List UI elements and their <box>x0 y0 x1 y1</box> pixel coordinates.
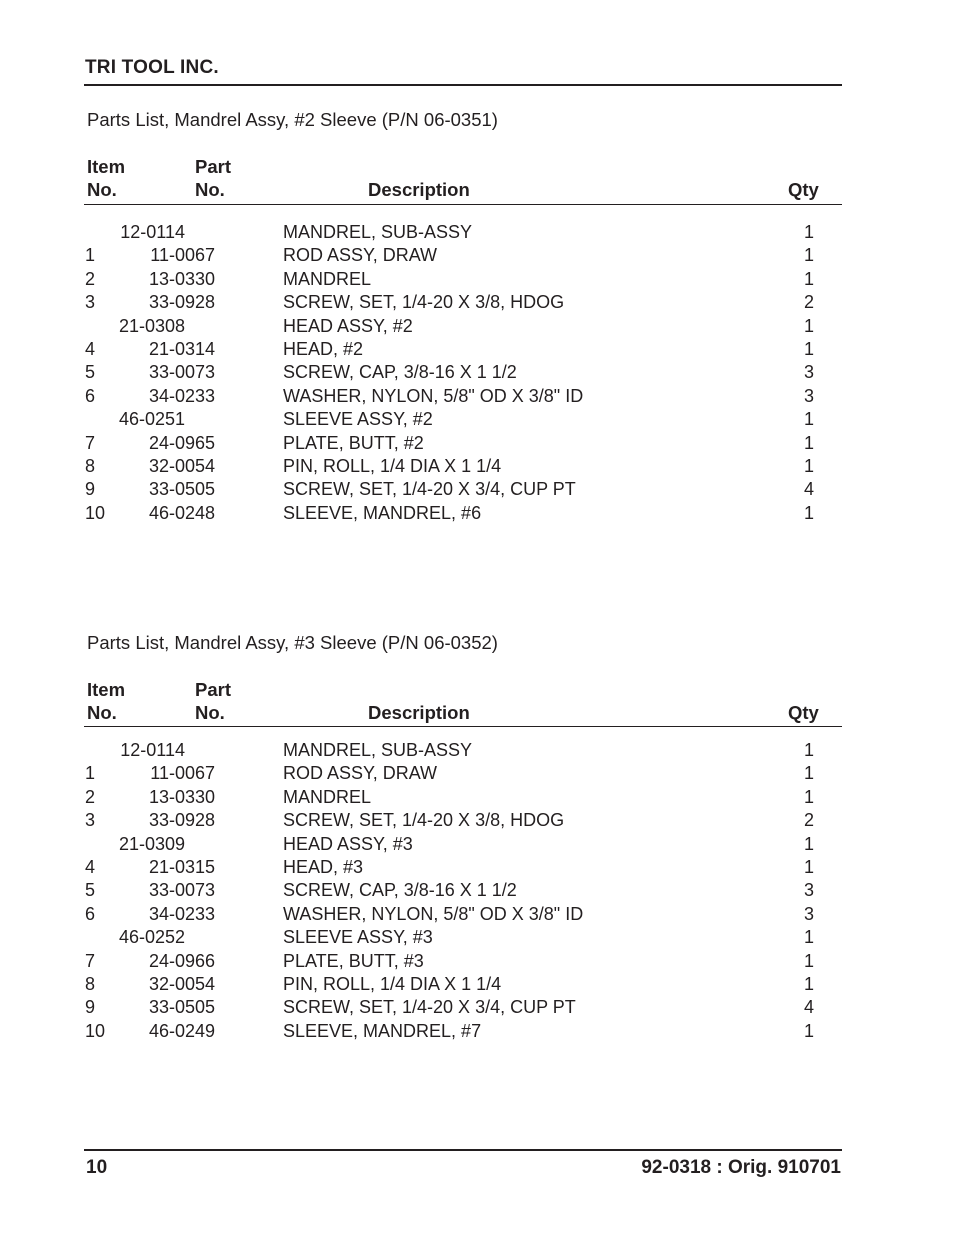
table-row <box>0 315 954 338</box>
quantity: 2 <box>803 810 814 831</box>
table-row <box>0 903 954 926</box>
item-number: 3 <box>85 292 96 313</box>
col-header-qty: Qty <box>788 702 819 723</box>
section-title: Parts List, Mandrel Assy, #3 Sleeve (P/N 06-0352) <box>87 632 498 653</box>
description: SCREW, SET, 1/4-20 X 3/4, CUP PT <box>283 997 576 1018</box>
col-header-part-line2: No. <box>195 179 225 200</box>
quantity: 1 <box>803 973 814 994</box>
table-row <box>0 739 954 762</box>
table-row <box>0 408 954 431</box>
table-row <box>0 291 954 314</box>
description: SCREW, SET, 1/4-20 X 3/8, HDOG <box>283 292 565 313</box>
table-row <box>0 996 954 1019</box>
quantity: 1 <box>803 455 814 476</box>
col-header-item-line2: No. <box>87 702 117 723</box>
description: SLEEVE ASSY, #3 <box>283 927 433 948</box>
quantity: 1 <box>803 786 814 807</box>
quantity: 3 <box>803 880 814 901</box>
col-header-description: Description <box>368 179 470 200</box>
item-number: 6 <box>85 385 96 406</box>
document-id: 92-0318 : Orig. 910701 <box>641 1157 841 1178</box>
description: ROD ASSY, DRAW <box>283 245 438 266</box>
table-row <box>0 455 954 478</box>
item-number: 3 <box>85 810 96 831</box>
quantity: 1 <box>803 1020 814 1041</box>
table-row <box>0 268 954 291</box>
quantity: 3 <box>803 385 814 406</box>
quantity: 1 <box>803 245 814 266</box>
parts-table-body <box>0 739 954 1043</box>
description: SCREW, SET, 1/4-20 X 3/4, CUP PT <box>283 479 576 500</box>
table-row <box>0 221 954 244</box>
item-number: 9 <box>85 997 96 1018</box>
part-number: 33-0073 <box>148 362 215 383</box>
col-header-item-line2: No. <box>87 179 117 200</box>
part-number: 46-0248 <box>148 502 215 523</box>
table-row <box>0 973 954 996</box>
quantity: 1 <box>803 763 814 784</box>
part-number: 33-0928 <box>148 810 215 831</box>
quantity: 1 <box>803 927 814 948</box>
item-number: 5 <box>85 362 96 383</box>
description: PLATE, BUTT, #3 <box>283 950 424 971</box>
part-number: 24-0966 <box>148 950 215 971</box>
quantity: 1 <box>803 315 814 336</box>
description: WASHER, NYLON, 5/8" OD X 3/8" ID <box>283 385 584 406</box>
quantity: 3 <box>803 362 814 383</box>
item-number: 9 <box>85 479 96 500</box>
description: MANDREL <box>283 786 372 807</box>
part-number: 21-0309 <box>118 833 185 854</box>
company-name: TRI TOOL INC. <box>85 57 219 78</box>
item-number: 2 <box>85 268 96 289</box>
section-title: Parts List, Mandrel Assy, #2 Sleeve (P/N 06-0351) <box>87 109 498 130</box>
col-header-part-line1: Part <box>195 156 231 177</box>
description: SLEEVE, MANDREL, #7 <box>283 1020 482 1041</box>
part-number: 32-0054 <box>148 973 215 994</box>
col-header-part-line1: Part <box>195 679 231 700</box>
footer-rule <box>84 1149 842 1151</box>
quantity: 1 <box>803 222 814 242</box>
col-header-qty: Qty <box>788 179 819 200</box>
item-number: 1 <box>85 245 96 266</box>
description: PIN, ROLL, 1/4 DIA X 1 1/4 <box>283 455 502 476</box>
description: MANDREL <box>283 268 372 289</box>
description: HEAD ASSY, #3 <box>283 833 413 854</box>
quantity: 4 <box>803 997 814 1018</box>
quantity: 1 <box>803 338 814 359</box>
quantity: 1 <box>803 856 814 877</box>
description: SLEEVE, MANDREL, #6 <box>283 502 482 523</box>
table-row <box>0 879 954 902</box>
item-number: 2 <box>85 786 96 807</box>
col-header-item-line1: Item <box>87 156 126 177</box>
part-number: 11-0067 <box>150 245 215 266</box>
description: SCREW, CAP, 3/8-16 X 1 1/2 <box>283 362 517 383</box>
description: PLATE, BUTT, #2 <box>283 432 424 453</box>
header-rule <box>84 84 842 86</box>
quantity: 1 <box>803 432 814 453</box>
col-header-item-line1: Item <box>87 679 126 700</box>
description: SCREW, CAP, 3/8-16 X 1 1/2 <box>283 880 517 901</box>
description: SLEEVE ASSY, #2 <box>283 409 433 430</box>
quantity: 1 <box>803 409 814 430</box>
quantity: 1 <box>803 950 814 971</box>
item-number: 4 <box>85 856 96 877</box>
part-number: 34-0233 <box>148 385 215 406</box>
item-number: 5 <box>85 880 96 901</box>
quantity: 1 <box>803 740 814 760</box>
page-number: 10 <box>86 1157 108 1178</box>
part-number: 11-0067 <box>150 763 215 784</box>
part-number: 21-0308 <box>118 315 185 336</box>
item-number: 1 <box>85 763 96 784</box>
part-number: 13-0330 <box>148 268 215 289</box>
part-number: 24-0965 <box>148 432 215 453</box>
quantity: 1 <box>803 268 814 289</box>
part-number: 46-0249 <box>148 1020 215 1041</box>
part-number: 12-0114 <box>120 740 185 760</box>
table-row <box>0 809 954 832</box>
item-number: 10 <box>85 1020 106 1041</box>
part-number: 21-0314 <box>148 338 215 359</box>
table-row <box>0 432 954 455</box>
part-number: 33-0505 <box>148 997 215 1018</box>
table-row <box>0 950 954 973</box>
description: SCREW, SET, 1/4-20 X 3/8, HDOG <box>283 810 565 831</box>
part-number: 46-0251 <box>118 409 185 430</box>
table-row <box>0 833 954 856</box>
part-number: 32-0054 <box>148 455 215 476</box>
column-header-rule <box>84 726 842 727</box>
table-row <box>0 762 954 785</box>
part-number: 46-0252 <box>118 927 185 948</box>
item-number: 8 <box>85 455 96 476</box>
quantity: 2 <box>803 292 814 313</box>
column-header-rule <box>84 204 842 205</box>
table-row <box>0 244 954 267</box>
table-row <box>0 926 954 949</box>
table-row <box>0 338 954 361</box>
table-row <box>0 1020 954 1043</box>
description: PIN, ROLL, 1/4 DIA X 1 1/4 <box>283 973 502 994</box>
quantity: 1 <box>803 833 814 854</box>
description: HEAD, #2 <box>283 338 364 359</box>
description: ROD ASSY, DRAW <box>283 763 438 784</box>
item-number: 7 <box>85 950 96 971</box>
col-header-description: Description <box>368 702 470 723</box>
item-number: 4 <box>85 338 96 359</box>
part-number: 12-0114 <box>120 222 185 242</box>
table-row <box>0 786 954 809</box>
table-row <box>0 502 954 525</box>
part-number: 34-0233 <box>148 903 215 924</box>
item-number: 8 <box>85 973 96 994</box>
table-row <box>0 361 954 384</box>
table-row <box>0 478 954 501</box>
quantity: 1 <box>803 502 814 523</box>
item-number: 10 <box>85 502 106 523</box>
quantity: 4 <box>803 479 814 500</box>
part-number: 33-0928 <box>148 292 215 313</box>
item-number: 7 <box>85 432 96 453</box>
quantity: 3 <box>803 903 814 924</box>
part-number: 13-0330 <box>148 786 215 807</box>
description: HEAD ASSY, #2 <box>283 315 413 336</box>
table-row <box>0 856 954 879</box>
description: MANDREL, SUB-ASSY <box>283 740 473 760</box>
item-number: 6 <box>85 903 96 924</box>
description: WASHER, NYLON, 5/8" OD X 3/8" ID <box>283 903 584 924</box>
description: HEAD, #3 <box>283 856 364 877</box>
parts-table-body <box>0 221 954 525</box>
part-number: 21-0315 <box>148 856 215 877</box>
description: MANDREL, SUB-ASSY <box>283 222 473 242</box>
table-row <box>0 385 954 408</box>
part-number: 33-0073 <box>148 880 215 901</box>
part-number: 33-0505 <box>148 479 215 500</box>
col-header-part-line2: No. <box>195 702 225 723</box>
